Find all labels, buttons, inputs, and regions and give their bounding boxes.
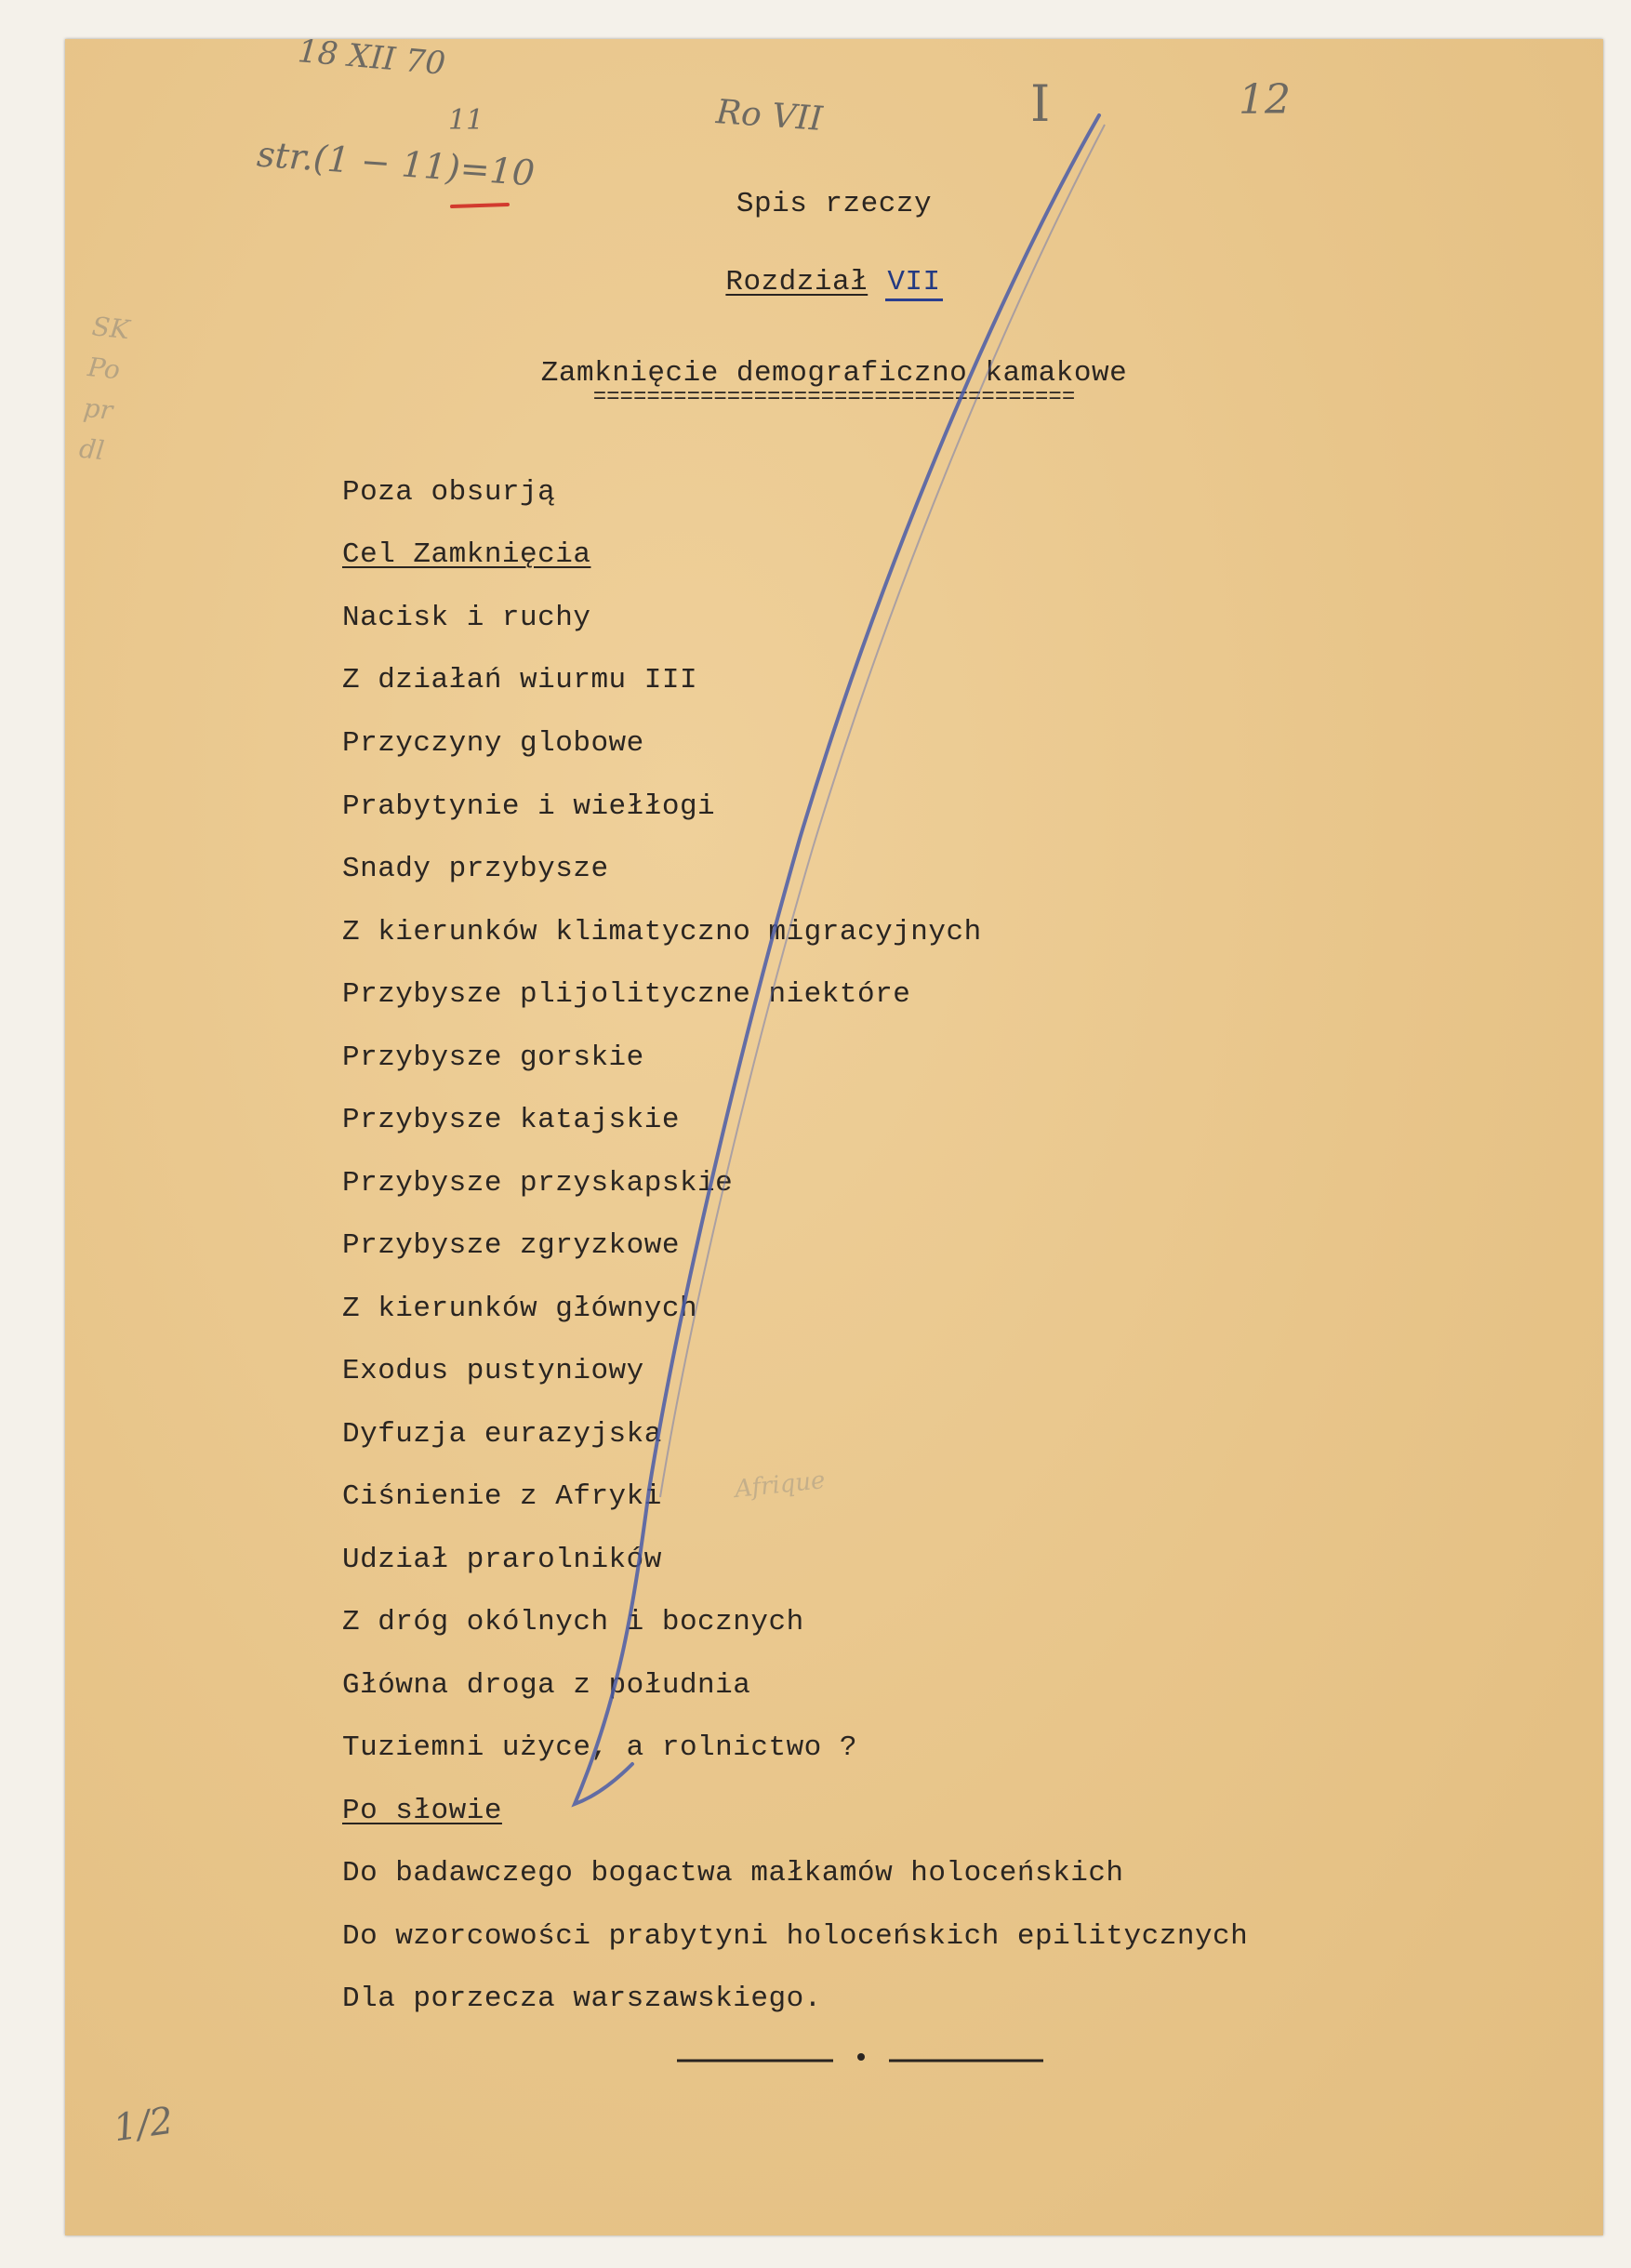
list-item: Dla porzecza warszawskiego.	[342, 1983, 822, 2015]
list-item: Snady przybysze	[342, 853, 609, 885]
list-item: Przybysze plijolityczne niektóre	[342, 978, 911, 1011]
list-item: Główna droga z południa	[342, 1669, 751, 1702]
pencil-marks	[65, 39, 1603, 2235]
sheet-number: 12	[1239, 76, 1291, 124]
list-item: Do wzorcowości prabytyni holoceńskich epilitycznych	[342, 1920, 1249, 1953]
list-item: Cel Zamknięcia	[342, 538, 591, 571]
chapter-label: Rozdział	[725, 266, 869, 298]
list-item: Ciśnienie z Afryki	[342, 1480, 662, 1513]
list-item: Przybysze przyskapskie	[342, 1167, 734, 1200]
list-item: Dyfuzja eurazyjska	[342, 1418, 662, 1451]
document-page	[65, 33, 1603, 2235]
list-item: Z dróg okólnych i bocznych	[342, 1606, 804, 1638]
chapter-title: Zamknięcie demograficzno kamakowe	[540, 357, 1128, 390]
end-rule-dot	[857, 2053, 865, 2061]
list-item: Poza obsurją	[342, 476, 556, 509]
list-item: Prabytynie i wiełłogi	[342, 790, 716, 823]
margin-afrique-note: Afrique	[733, 1466, 827, 1505]
chapter-number: VII	[885, 266, 942, 301]
margin-note: SK Po pr dl	[77, 311, 131, 467]
date-annotation: 18 XII 70	[296, 33, 447, 83]
list-item: Przybysze gorskie	[342, 1041, 644, 1074]
title-double-rule: ====================================	[592, 385, 1076, 410]
volume-mark: I	[1030, 74, 1051, 133]
list-item: Przybysze katajskie	[342, 1104, 680, 1136]
red-underline-mark	[452, 205, 508, 206]
page-count-correction: 11	[448, 104, 484, 137]
list-item: Exodus pustyniowy	[342, 1355, 644, 1387]
chapter-code-annotation: Ro VII	[714, 93, 824, 139]
list-item: Z kierunków klimatyczno migracyjnych	[342, 916, 982, 948]
list-item: Po słowie	[342, 1795, 502, 1827]
bottom-fraction: 1/2	[111, 2099, 177, 2151]
list-item: Udział prarolników	[342, 1544, 662, 1576]
list-item: Tuziemni użyce, a rolnictwo ?	[342, 1731, 857, 1764]
blue-check-stroke	[575, 115, 1099, 1804]
list-item: Przybysze zgryzkowe	[342, 1229, 680, 1262]
list-item: Z działań wiurmu III	[342, 664, 698, 696]
list-item: Przyczyny globowe	[342, 727, 644, 760]
page-count-annotation: str.(1 − 11)=10	[255, 133, 537, 194]
list-item: Nacisk i ruchy	[342, 602, 591, 634]
document-heading: Spis rzeczy	[736, 188, 933, 220]
list-item: Z kierunków głównych	[342, 1293, 698, 1325]
list-item: Do badawczego bogactwa małkamów holoceńskich	[342, 1857, 1124, 1890]
